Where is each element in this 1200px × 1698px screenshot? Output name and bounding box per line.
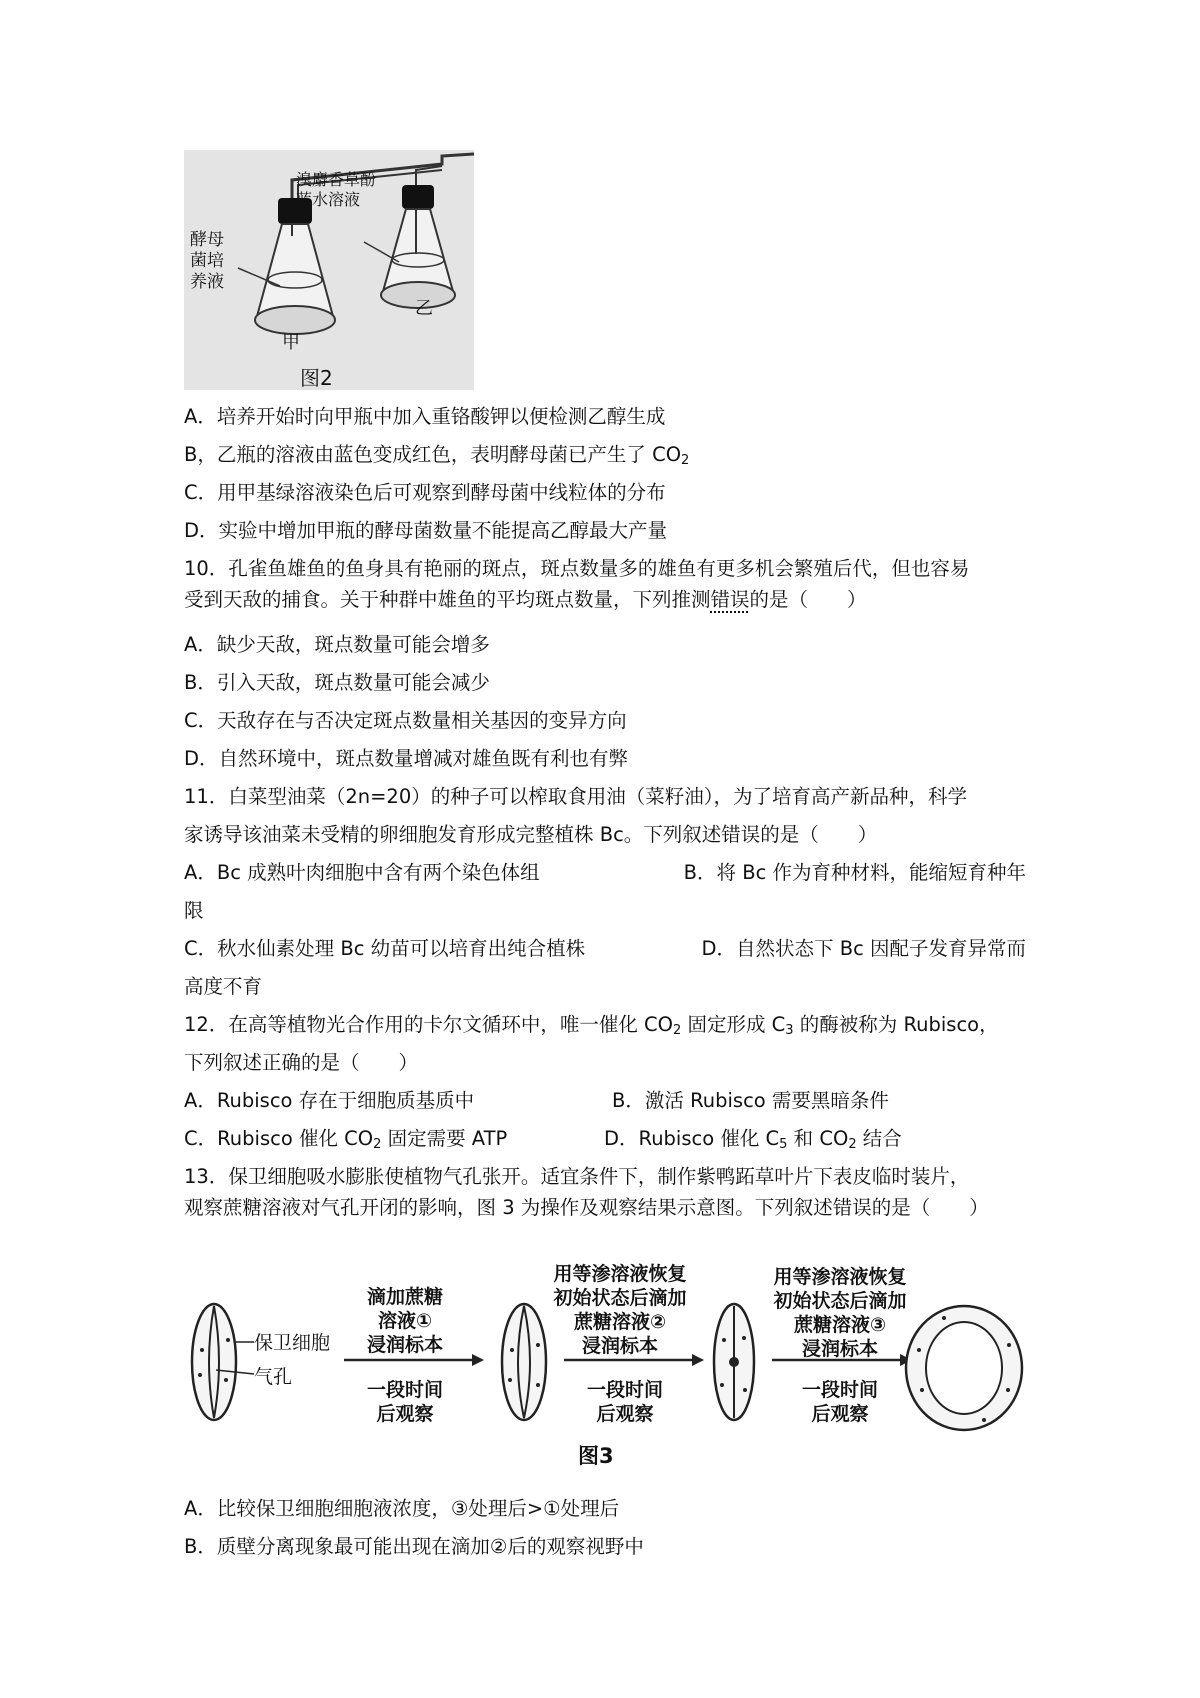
q11-options-cd bbox=[184, 935, 1026, 963]
q10-option-a: A．缺少天敌，斑点数量可能会增多 bbox=[184, 633, 490, 656]
q11-option-c: C．秋水仙素处理 Bc 幼苗可以培育出纯合植株 bbox=[184, 937, 586, 960]
q12-option-c: C．Rubisco 催化 $CO_2$ 固定需要 ATP bbox=[184, 1127, 508, 1152]
q10-option-d: D．自然环境中，斑点数量增减对雄鱼既有利也有弊 bbox=[184, 747, 629, 770]
q9-option-d: D．实验中增加甲瓶的酵母菌数量不能提高乙醇最大产量 bbox=[184, 519, 668, 542]
q11-options-ab bbox=[184, 859, 1026, 887]
q12-option-a: A．Rubisco 存在于细胞质基质中 bbox=[184, 1089, 475, 1112]
label-bromothymol: 溴麝香草酚蓝水溶液 bbox=[296, 170, 377, 209]
q13-stem-2: 观察蔗糖溶液对气孔开闭的影响，图 3 为操作及观察结果示意图。下列叙述错误的是（ ） bbox=[184, 1196, 989, 1219]
q10-option-b: B．引入天敌，斑点数量可能会减少 bbox=[184, 671, 490, 694]
q12-option-d: D．Rubisco 催化 $C_5$ 和 $CO_2$ 结合 bbox=[604, 1127, 902, 1152]
label-guard-cell: 保卫细胞 bbox=[254, 1332, 331, 1354]
q9-option-c: C．用甲基绿溶液染色后可观察到酵母菌中线粒体的分布 bbox=[184, 481, 666, 504]
q11-option-d-cont: 高度不育 bbox=[184, 975, 263, 998]
label-stoma: 气孔 bbox=[254, 1366, 293, 1388]
step2-bottom-text: 一段时间 后观察 bbox=[586, 1379, 663, 1425]
q9-option-b: B，乙瓶的溶液由蓝色变成红色，表明酵母菌已产生了 $CO_2$ bbox=[184, 443, 690, 468]
step3-top-text: 用等渗溶液恢复 初始状态后滴加 蔗糖溶液③ 浸润标本 bbox=[773, 1266, 907, 1360]
guard-cells-initial bbox=[192, 1304, 254, 1420]
q11-stem-1: 11．白菜型油菜（2n=20）的种子可以榨取食用油（菜籽油），为了培育高产新品种，科学 bbox=[184, 785, 967, 808]
step1-top-text: 滴加蔗糖 溶液① 浸润标本 bbox=[366, 1286, 443, 1356]
label-yeast-culture: 酵母菌培养液 bbox=[190, 230, 224, 292]
q9-option-a: A．培养开始时向甲瓶中加入重铬酸钾以便检测乙醇生成 bbox=[184, 405, 666, 428]
q12-option-b: B．激活 Rubisco 需要黑暗条件 bbox=[612, 1089, 889, 1112]
emphasis-error: 错误 bbox=[710, 588, 750, 611]
step3-bottom-text: 一段时间 后观察 bbox=[801, 1379, 878, 1425]
q10-option-c: C．天敌存在与否决定斑点数量相关基因的变异方向 bbox=[184, 709, 627, 732]
figure-3-caption: 图3 bbox=[578, 1444, 614, 1468]
q12-stem-1: 12．在高等植物光合作用的卡尔文循环中，唯一催化 $CO_2$ 固定形成 $C_3$ 的酶被称为 Rubisco， bbox=[184, 1013, 999, 1038]
q11-option-a: A．Bc 成熟叶肉细胞中含有两个染色体组 bbox=[184, 861, 540, 884]
q11-option-b-cont: 限 bbox=[184, 899, 204, 922]
figure-2-caption: 图2 bbox=[300, 366, 333, 390]
step1-bottom-text: 一段时间 后观察 bbox=[366, 1379, 443, 1425]
q11-stem-2: 家诱导该油菜未受精的卵细胞发育形成完整植株 Bc。下列叙述错误的是（ ） bbox=[184, 823, 878, 846]
label-flask-a: 甲 bbox=[282, 332, 300, 353]
q13-option-a: A．比较保卫细胞细胞液浓度，③处理后>①处理后 bbox=[184, 1497, 620, 1520]
q13-stem-1: 13．保卫细胞吸水膨胀使植物气孔张开。适宜条件下，制作紫鸭跖草叶片下表皮临时装片， bbox=[184, 1165, 970, 1188]
q11-option-b: B．将 Bc 作为育种材料，能缩短育种年 bbox=[683, 861, 1026, 884]
label-flask-b: 乙 bbox=[415, 298, 433, 319]
q13-option-b: B．质壁分离现象最可能出现在滴加②后的观察视野中 bbox=[184, 1535, 644, 1558]
q10-stem-2: 受到天敌的捕食。关于种群中雄鱼的平均斑点数量，下列推测错误的是（ ） bbox=[184, 588, 867, 611]
guard-cells-after-2 bbox=[714, 1304, 754, 1420]
q11-option-d: D．自然状态下 Bc 因配子发育异常而 bbox=[701, 937, 1026, 960]
q10-stem-1: 10．孔雀鱼雄鱼的鱼身具有艳丽的斑点，斑点数量多的雄鱼有更多机会繁殖后代，但也容易 bbox=[184, 557, 970, 580]
step2-top-text: 用等渗溶液恢复 初始状态后滴加 蔗糖溶液② 浸润标本 bbox=[553, 1263, 687, 1357]
q12-stem-2: 下列叙述正确的是（ ） bbox=[184, 1051, 419, 1074]
